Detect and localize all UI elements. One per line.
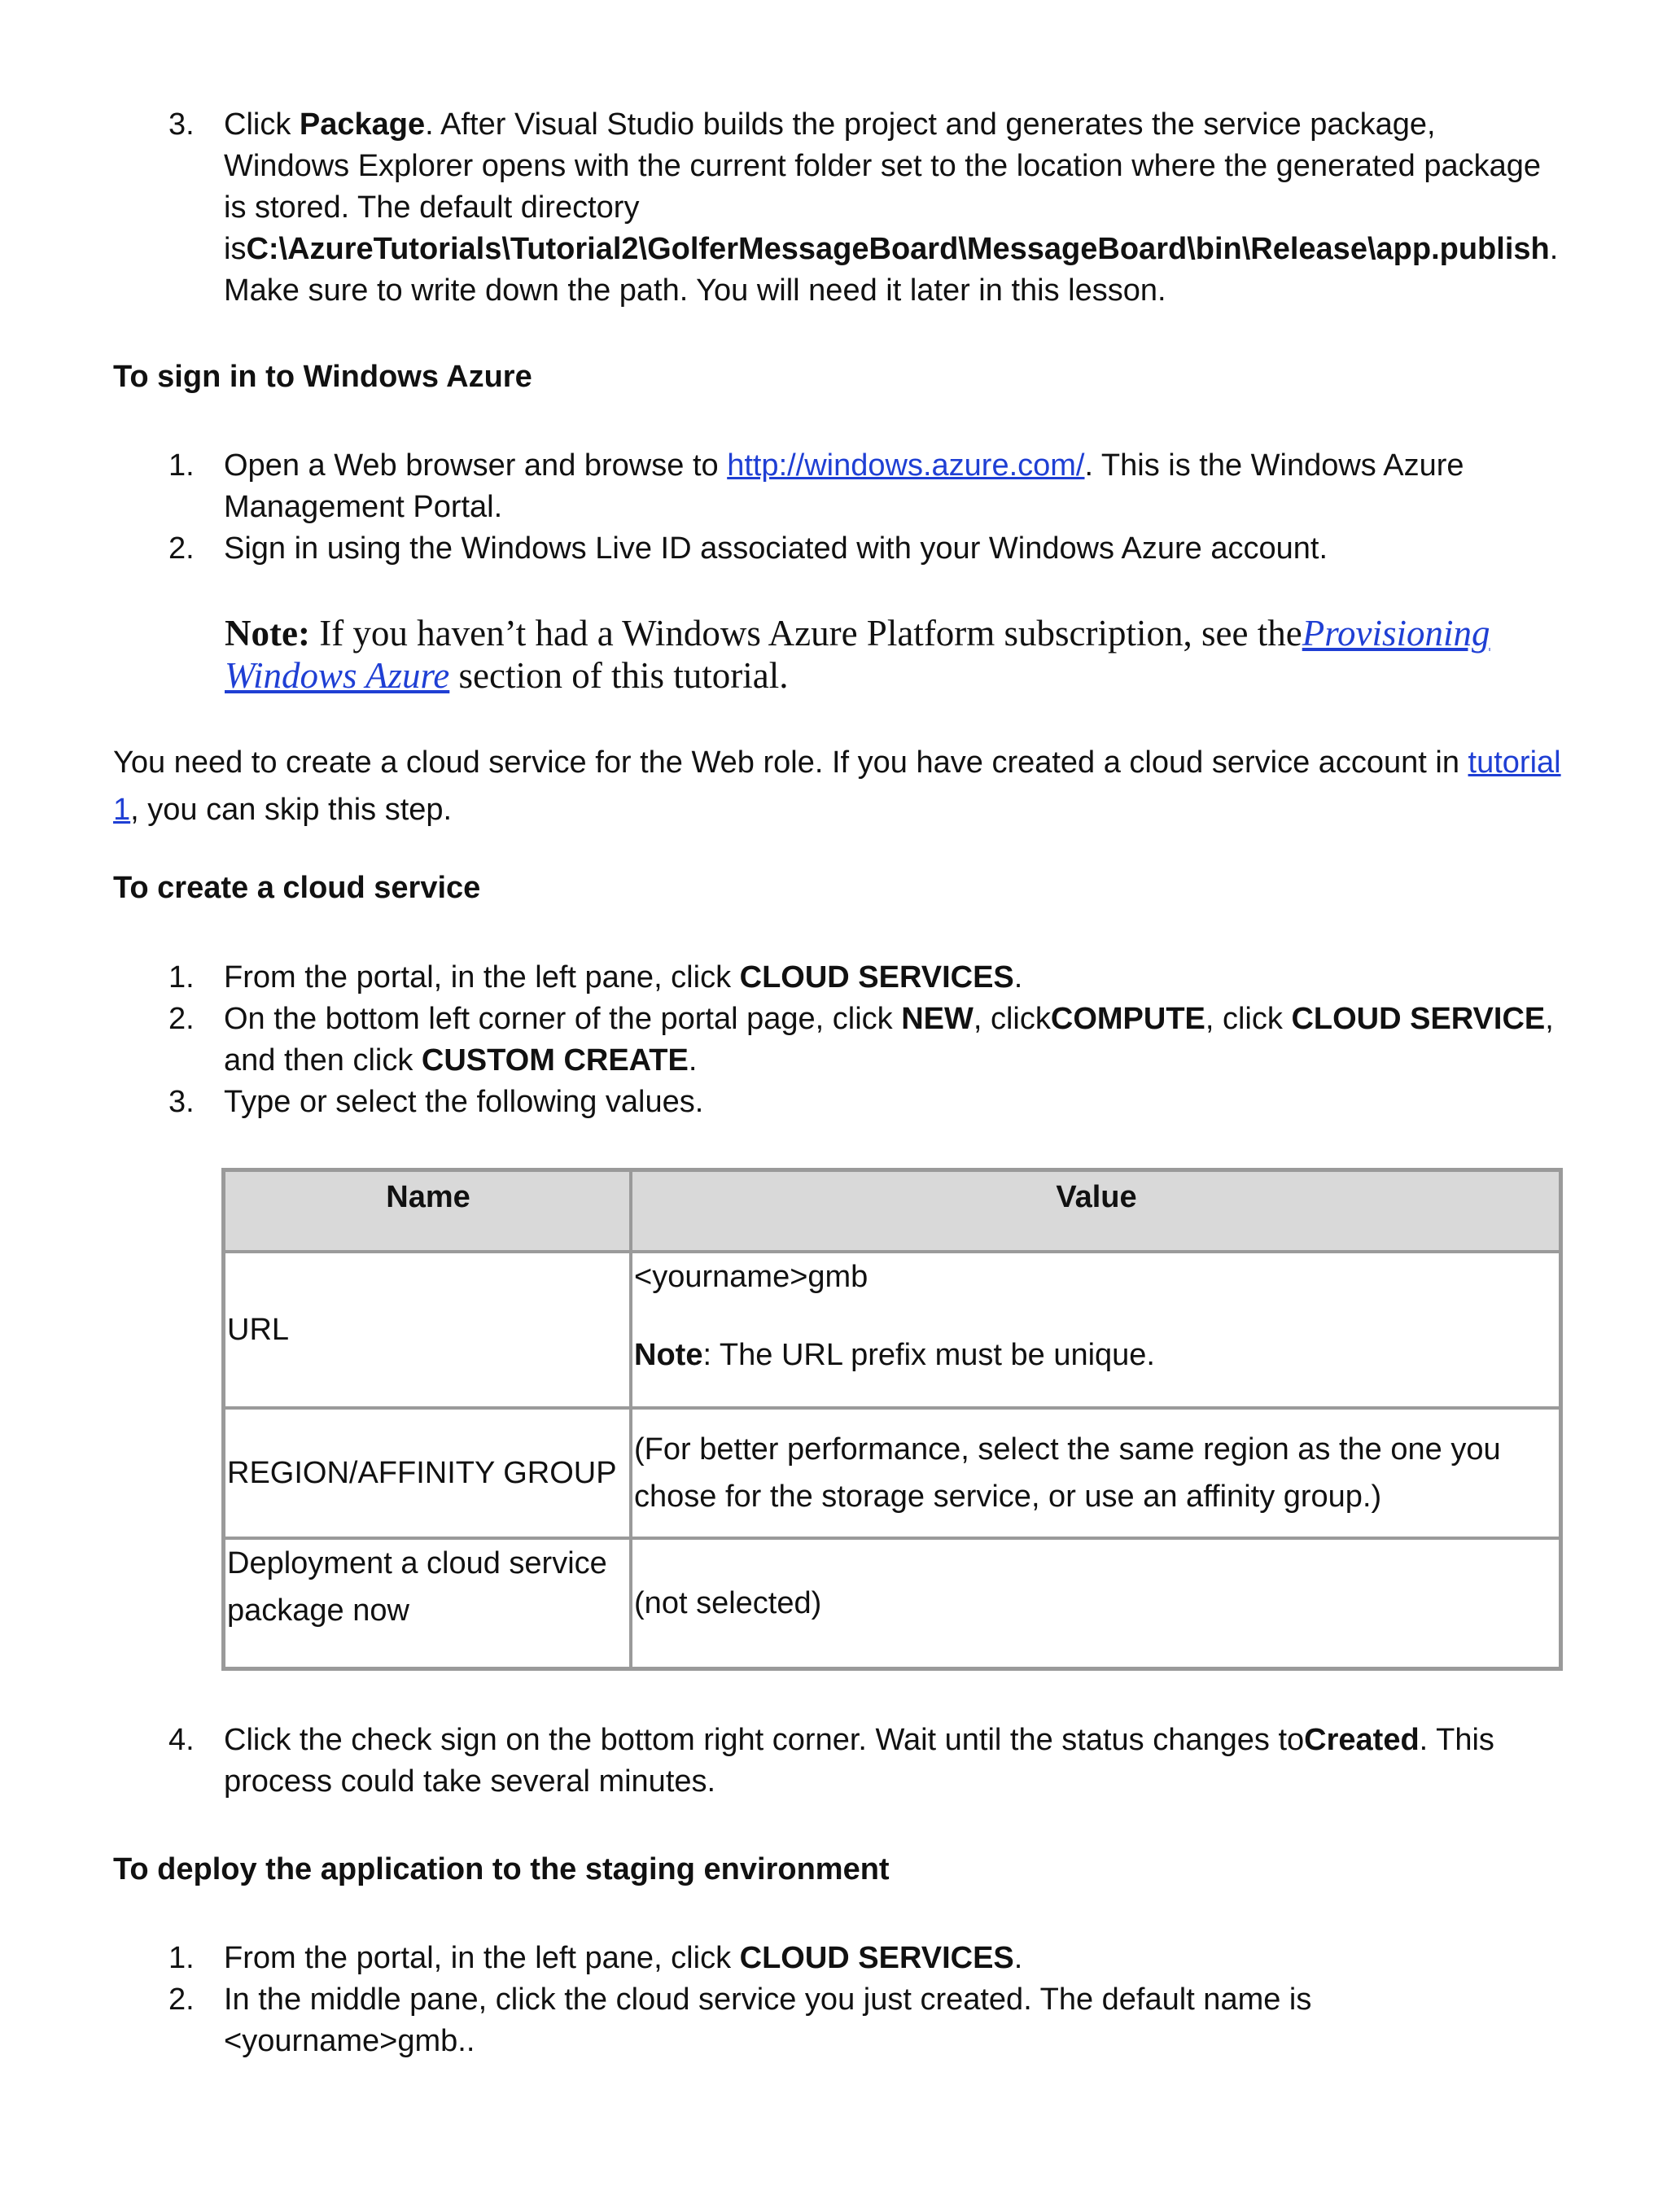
cell-value: (For better performance, select the same region as the one you chose for the storage service, or use an affinity group.) bbox=[631, 1408, 1560, 1538]
cell-name: URL bbox=[224, 1252, 631, 1408]
list-item: 2. In the middle pane, click the cloud service you just created. The default name is <yourname>gmb.. bbox=[168, 1982, 1312, 2058]
cell-name: REGION/AFFINITY GROUP bbox=[224, 1408, 631, 1538]
list-item: 3. Click Package. After Visual Studio builds the project and generates the service package, Windows Explorer opens with the current folder set to the location where the generated package is stored. The default directory isC:\AzureTutorials\Tutorial2\GolferMessageBoard\MessageBoard\bin\Release\app.publish. Make sure to write down the path. You will need it later in this lesson. bbox=[113, 104, 1554, 312]
list-item: 2. Sign in using the Windows Live ID associated with your Windows Azure account. bbox=[168, 531, 1328, 566]
table-row bbox=[224, 1408, 1560, 1538]
default-directory-path: C:\AzureTutorials\Tutorial2\GolferMessageBoard\MessageBoard\bin\Release\app.publish bbox=[246, 232, 1550, 266]
list-item: 2. On the bottom left corner of the portal page, click NEW, clickCOMPUTE, click CLOUD SERVICE, and then click CUSTOM CREATE. bbox=[168, 1002, 1554, 1078]
package-step-list bbox=[113, 104, 1559, 312]
deploy-step-list bbox=[113, 1938, 1554, 2062]
deploy-heading: To deploy the application to the staging environment bbox=[113, 1852, 890, 1886]
intro-paragraph: You need to create a cloud service for the Web role. If you have created a cloud service account in tutorial 1, you can skip this step. bbox=[113, 745, 1561, 827]
cell-value: (not selected) bbox=[631, 1538, 1560, 1668]
table-row bbox=[224, 1252, 1560, 1408]
cell-value: <yourname>gmb Note: The URL prefix must be unique. bbox=[631, 1252, 1560, 1408]
provisioning-link[interactable]: Provisioning Windows Azure bbox=[225, 613, 1490, 696]
list-item: 4. Click the check sign on the bottom right corner. Wait until the status changes toCreated. This process could take several minutes. bbox=[168, 1723, 1494, 1799]
list-number: 3. bbox=[168, 107, 195, 142]
note-callout: Note: If you haven’t had a Windows Azure Platform subscription, see theProvisioning Windows Azure section of this tutorial. bbox=[225, 613, 1490, 696]
create-step-list bbox=[113, 957, 1554, 1123]
values-table bbox=[221, 1168, 1563, 1671]
cell-name: Deployment a cloud service package now bbox=[224, 1538, 631, 1668]
header-value: Value bbox=[631, 1170, 1560, 1252]
list-item: 1. Open a Web browser and browse to http://windows.azure.com/. This is the Windows Azure Management Portal. bbox=[168, 448, 1464, 524]
list-item: 1. From the portal, in the left pane, click CLOUD SERVICES. bbox=[168, 960, 1023, 995]
tutorial-1-link[interactable]: tutorial 1 bbox=[113, 745, 1561, 827]
table-row bbox=[224, 1538, 1560, 1668]
create-step-4-list bbox=[113, 1720, 1554, 1803]
azure-portal-link[interactable]: http://windows.azure.com/ bbox=[727, 448, 1085, 483]
list-item: 3. Type or select the following values. bbox=[168, 1085, 704, 1119]
table-header-row bbox=[224, 1170, 1560, 1252]
list-item: 1. From the portal, in the left pane, click CLOUD SERVICES. bbox=[168, 1941, 1023, 1975]
note-label: Note: bbox=[225, 613, 310, 654]
header-name: Name bbox=[224, 1170, 631, 1252]
sign-in-heading: To sign in to Windows Azure bbox=[113, 360, 532, 394]
sign-in-step-list bbox=[113, 445, 1554, 570]
package-term: Package bbox=[299, 107, 426, 142]
create-cloud-service-heading: To create a cloud service bbox=[113, 871, 481, 905]
